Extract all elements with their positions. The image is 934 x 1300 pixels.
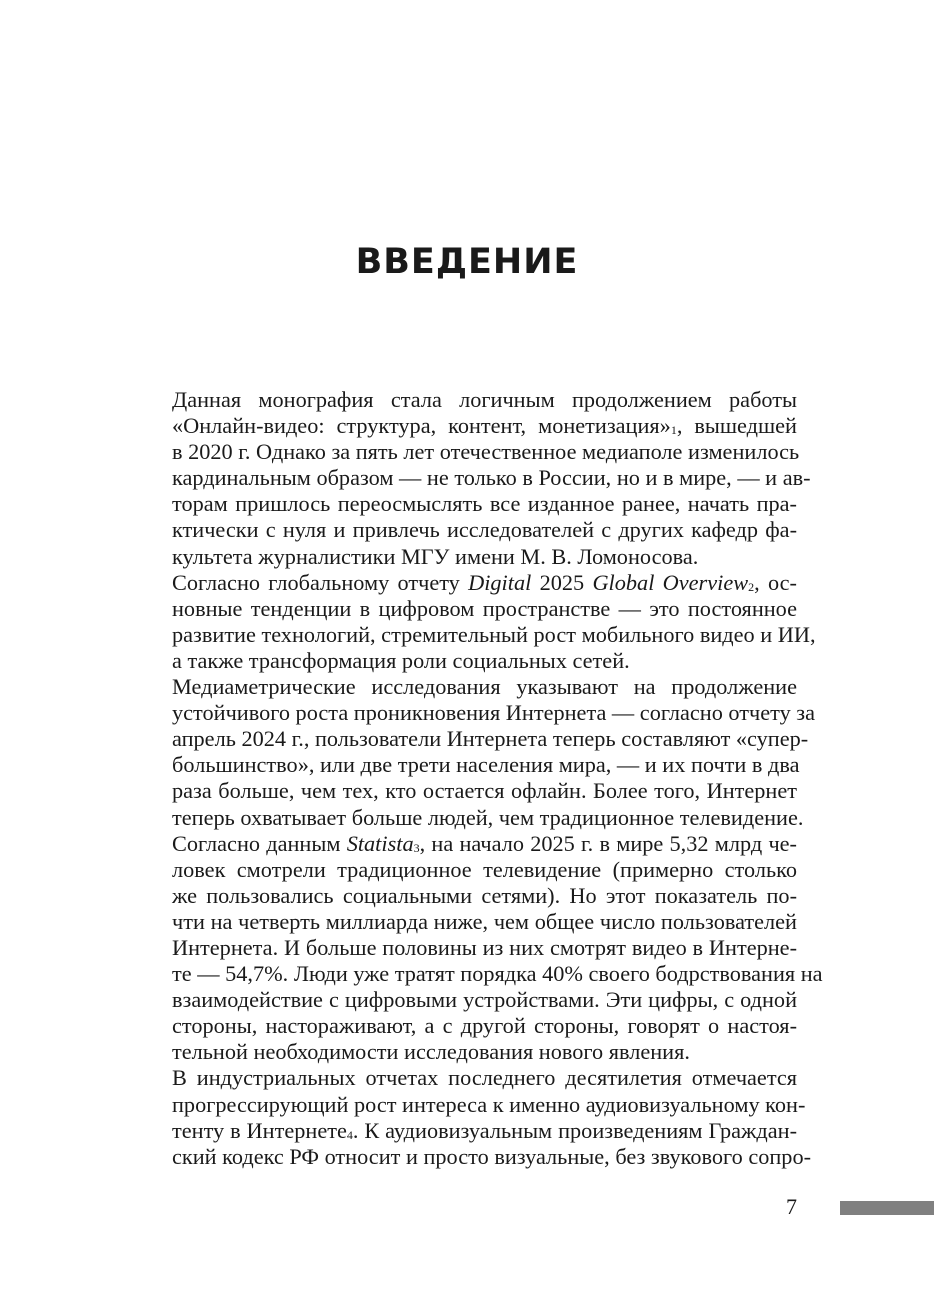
text-line: апрель 2024 г., пользователи Интернета теперь составляют «супер-: [172, 726, 809, 752]
text-line: развитие технологий, стремительный рост мобильного видео и ИИ,: [172, 621, 816, 647]
text-line: культета журналистики МГУ имени М. В. Ломоносова.: [172, 543, 699, 569]
text-line: Данная монография стала логичным продолжением работы: [172, 387, 797, 412]
text-line: Медиаметрические исследования указывают на продолжение: [172, 674, 797, 700]
paragraph-4: [136, 1065, 812, 1169]
footnote-ref-2[interactable]: 2: [748, 579, 755, 594]
text-line: а также трансформация роли социальных сетей.: [172, 647, 630, 673]
italic-term: Statista: [346, 830, 414, 856]
text-line: «Онлайн-видео: структура, контент, монетизация»$^1$, вышедшей: [172, 413, 797, 439]
footnote-ref-3[interactable]: 3: [413, 840, 420, 855]
footnote-ref-4[interactable]: 4: [346, 1127, 353, 1142]
text-line: торам пришлось переосмыслять все изданное ранее, начать пра-: [172, 491, 797, 517]
italic-term: Global Overview: [592, 569, 749, 595]
text-line: стороны, настораживают, а с другой стороны, говорят о настоя-: [172, 1013, 797, 1039]
text-line: теперь охватывает больше людей, чем традиционное телевидение.: [172, 804, 804, 830]
body-text: [136, 387, 823, 1170]
text-line: В индустриальных отчетах последнего десятилетия отмечается: [172, 1065, 797, 1091]
footnote-ref-1[interactable]: 1: [670, 423, 677, 438]
page-edge-tab: [840, 1201, 934, 1215]
text-line: большинство», или две трети населения мира, — и их почти в два: [172, 752, 800, 778]
page-number: 7: [786, 1194, 797, 1219]
text-line: ловек смотрели традиционное телевидение (примерно столько: [172, 856, 797, 882]
paragraph-2: [136, 569, 816, 674]
text-line: чти на четверть миллиарда ниже, чем общее число пользователей: [172, 908, 797, 934]
text-line: новные тенденции в цифровом пространстве — это постоянное: [172, 595, 797, 621]
text-line: Интернета. И больше половины из них смотрят видео в Интерне-: [172, 934, 797, 960]
text-line: кардинальным образом — не только в России, но и в мире, — и ав-: [172, 465, 811, 491]
text-line: тенту в Интернете$^4$. К аудиовизуальным произведениям Граждан-: [172, 1117, 798, 1143]
text-line: те — 54,7%. Люди уже тратят порядка 40% своего бодрствования на: [172, 961, 823, 987]
italic-term: Digital: [468, 569, 532, 595]
text-line: Согласно данным Statista$^3$, на начало 2025 г. в мире 5,32 млрд че-: [172, 830, 797, 856]
text-line: устойчивого роста проникновения Интернета — согласно отчету за: [172, 700, 816, 726]
text-line: тельной необходимости исследования нового явления.: [172, 1039, 690, 1065]
text-line: ктически с нуля и привлечь исследователей с других кафедр фа-: [172, 517, 797, 543]
paragraph-1: [136, 387, 811, 570]
text-line: раза больше, чем тех, кто остается офлайн. Более того, Интернет: [172, 778, 797, 804]
text-line: в 2020 г. Однако за пять лет отечественное медиаполе изменилось: [172, 439, 800, 465]
text-line: прогрессирующий рост интереса к именно аудиовизуальному кон-: [172, 1091, 806, 1117]
text-line: ский кодекс РФ относит и просто визуальные, без звукового сопро-: [172, 1143, 812, 1169]
text-line: Согласно глобальному отчету Digital 2025 Global Overview$^2$, ос-: [172, 569, 797, 595]
chapter-title: ВВЕДЕНИЕ: [355, 242, 579, 282]
text-line: взаимодействие с цифровыми устройствами. Эти цифры, с одной: [172, 987, 797, 1013]
paragraph-3: [136, 674, 823, 1065]
text-line: же пользовались социальными сетями). Но этот показатель по-: [172, 882, 797, 908]
